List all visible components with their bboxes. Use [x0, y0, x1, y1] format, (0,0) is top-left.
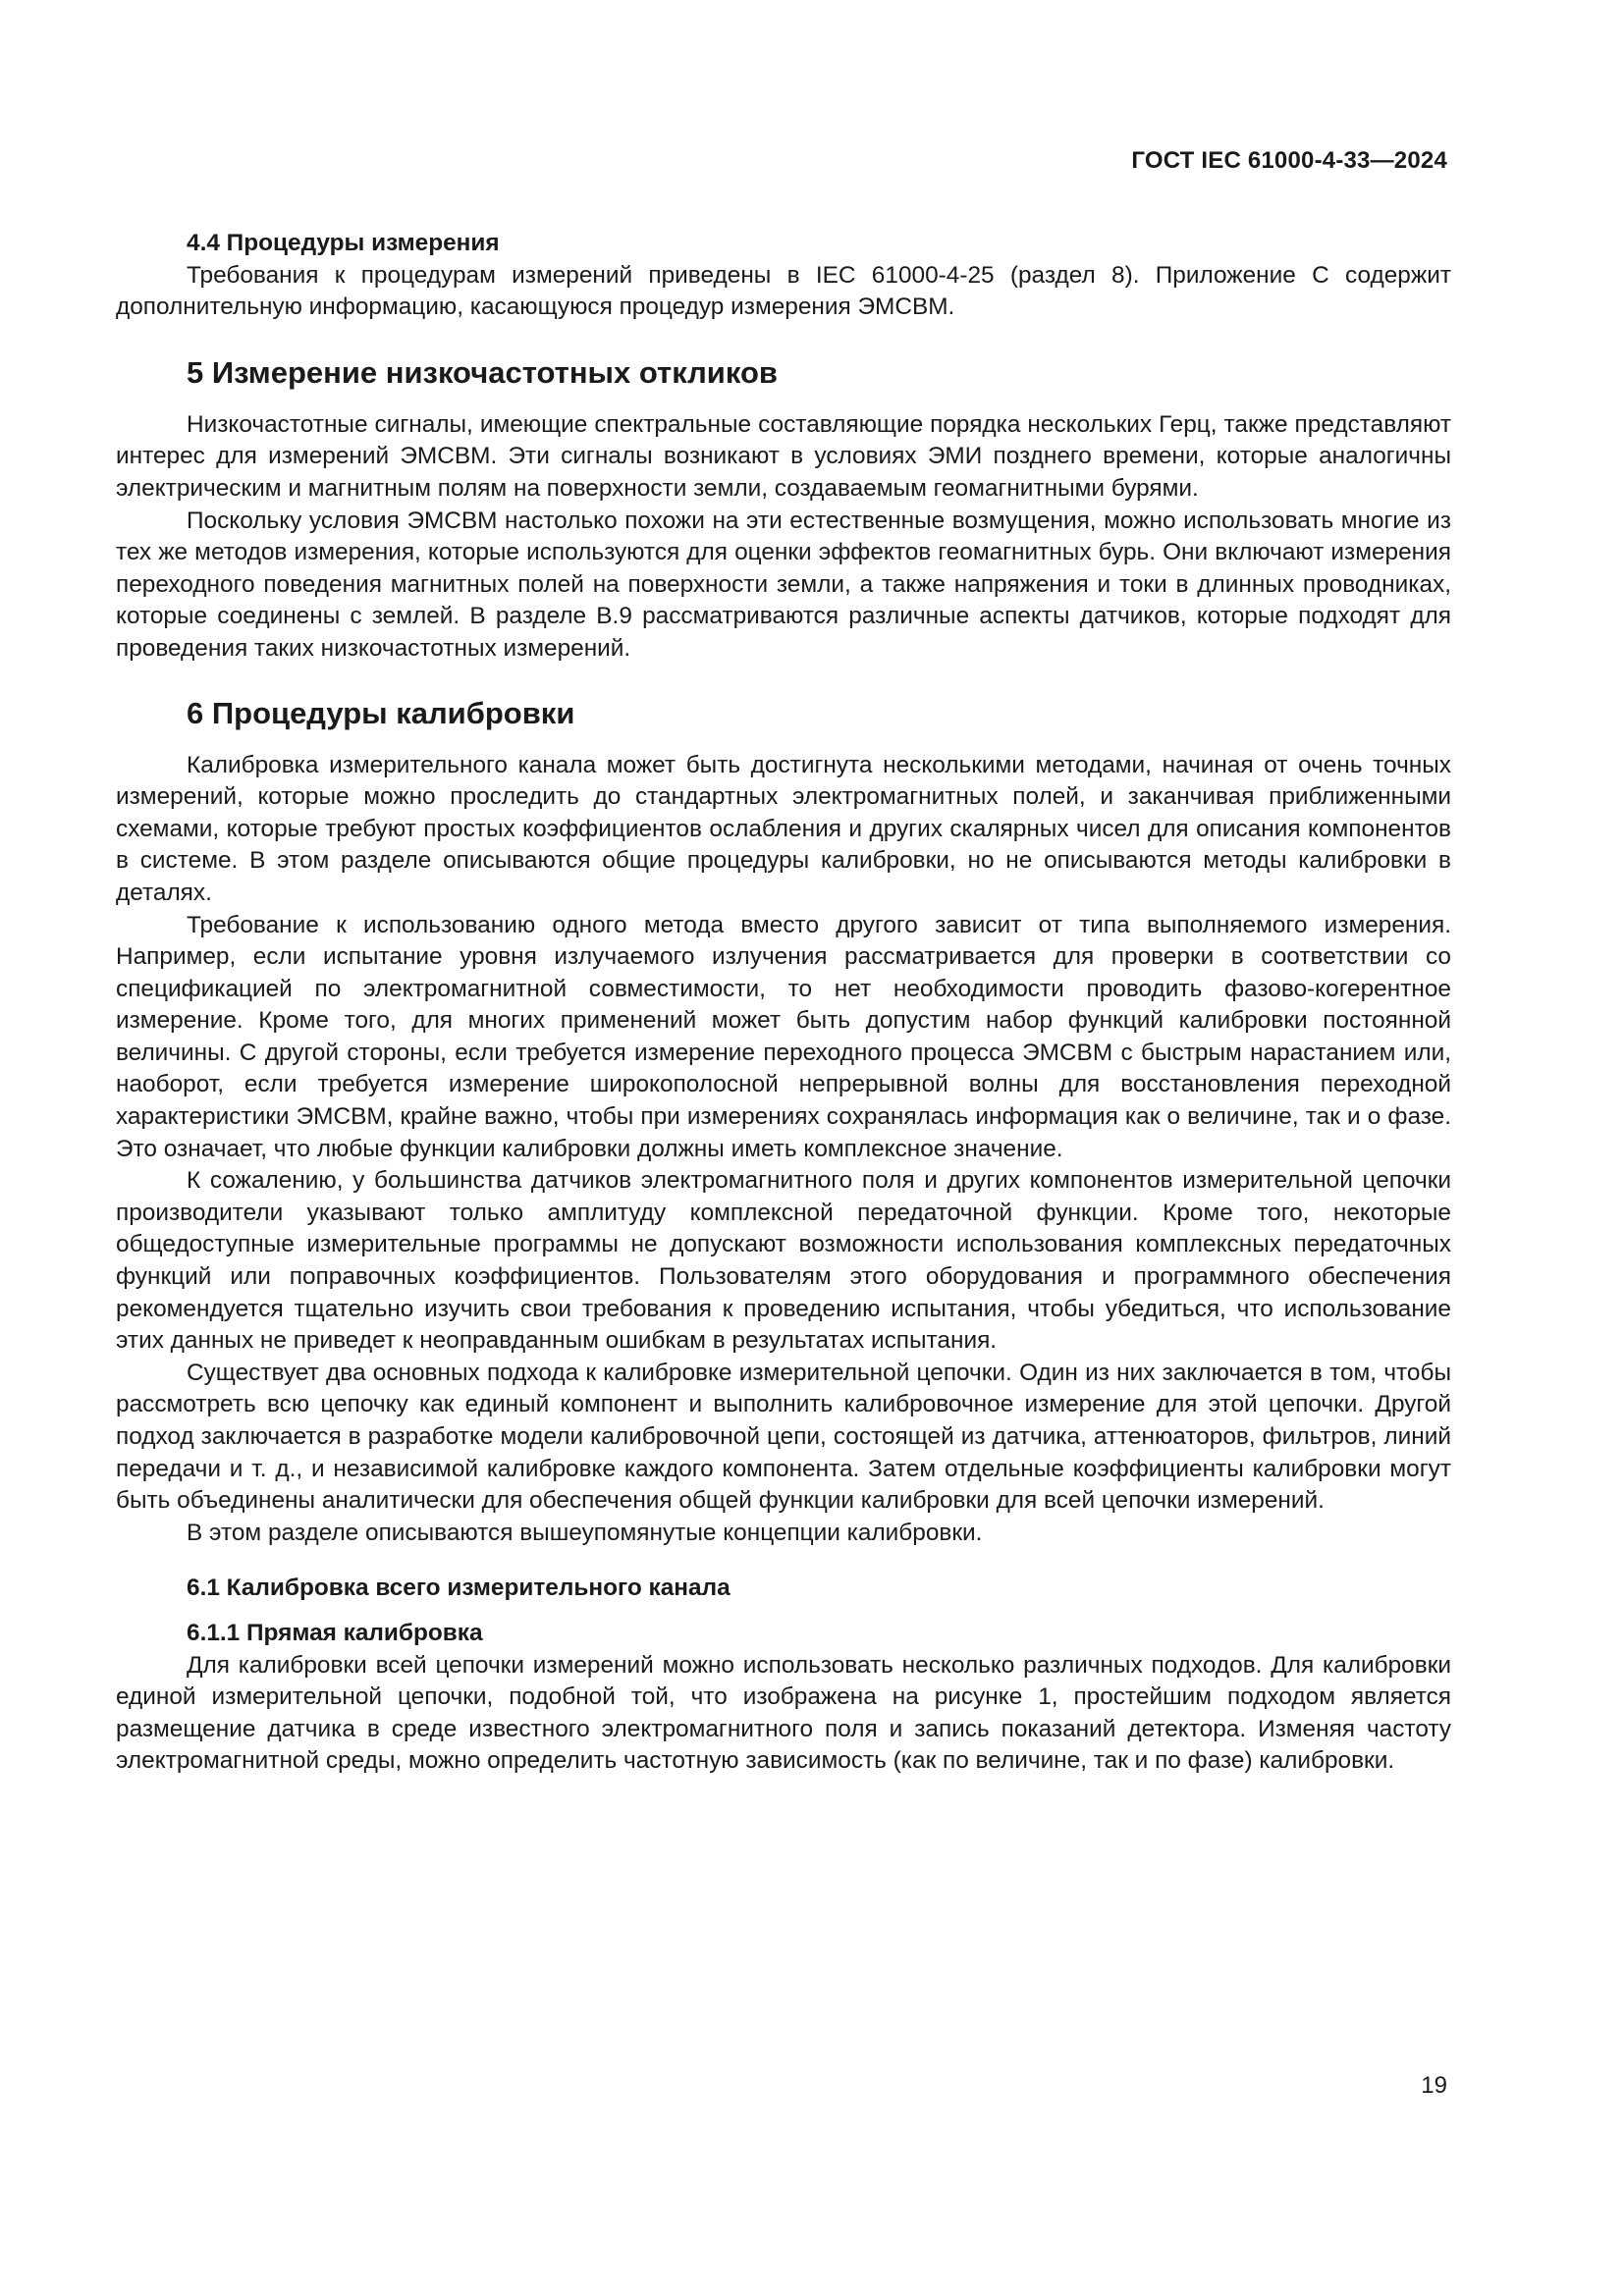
paragraph-5-1: Низкочастотные сигналы, имеющие спектральные составляющие порядка нескольких Герц, также представляют интерес для измерений ЭМСВМ. Эти сигналы возникают в условиях ЭМИ позднего времени, которые аналогичны электрическим и магнитным полям на поверхности земли, создаваемым геомагнитными бурями. [116, 410, 1451, 502]
paragraph-6-1-1-1: Для калибровки всей цепочки измерений можно использовать несколько различных подходов. Для калибровки единой измерительной цепочки, подобной той, что изображена на рисунке 1, простейшим подходом является размещение датчика в среде известного электромагнитного поля и запись показаний детектора. Изменяя частоту электромагнитной среды, можно определить частотную зависимость (как по величине, так и по фазе) калибровки. [116, 1651, 1451, 1775]
paragraph-5-2: Поскольку условия ЭМСВМ настолько похожи на эти естественные возмущения, можно использовать многие из тех же методов измерения, которые используются для оценки эффектов геомагнитных бурь. Они включают измерения переходного поведения магнитных полей на поверхности земли, а также напряжения и токи в длинных проводниках, которые соединены с землей. В разделе В.9 рассматриваются различные аспекты датчиков, которые подходят для проведения таких низкочастотных измерений. [116, 507, 1451, 662]
document-code-header: ГОСТ IEC 61000-4-33—2024 [1131, 147, 1447, 174]
subsection-heading-4-4: 4.4 Процедуры измерения [187, 230, 500, 256]
paragraph-6-5: В этом разделе описываются вышеупомянутые концепции калибровки. [187, 1519, 983, 1546]
page-number: 19 [1421, 2072, 1447, 2099]
section-heading-6: 6 Процедуры калибровки [187, 695, 575, 730]
page-content [116, 228, 1451, 1778]
paragraph-6-2: Требование к использованию одного метода вместо другого зависит от типа выполняемого измерения. Например, если испытание уровня излучаемого излучения рассматривается для проверки в соответствии со спецификацией по электромагнитной совместимости, то нет необходимости проводить фазово-когерентное измерение. Кроме того, для многих применений может быть допустим набор функций калибровки постоянной величины. С другой стороны, если требуется измерение переходного процесса ЭМСВМ с быстрым нарастанием или, наоборот, если требуется измерение широкополосной непрерывной волны для восстановления переходной характеристики ЭМСВМ, крайне важно, чтобы при измерениях сохранялась информация как о величине, так и о фазе. Это означает, что любые функции калибровки должны иметь комплексное значение. [116, 911, 1451, 1162]
paragraph-6-3: К сожалению, у большинства датчиков электромагнитного поля и других компонентов измерительной цепочки производители указывают только амплитуду комплексной передаточной функции. Кроме того, некоторые общедоступные измерительные программы не допускают возможности использования комплексных передаточных функций или поправочных коэффициентов. Пользователям этого оборудования и программного обеспечения рекомендуется тщательно изучить свои требования к проведению испытания, чтобы убедиться, что использование этих данных не приведет к неоправданным ошибкам в результатах испытания. [116, 1167, 1451, 1355]
section-heading-5: 5 Измерение низкочастотных откликов [187, 354, 778, 390]
paragraph-6-1: Калибровка измерительного канала может быть достигнута несколькими методами, начиная от очень точных измерений, которые можно проследить до стандартных электромагнитных полей, и заканчивая приближенными схемами, которые требуют простых коэффициентов ослабления и других скалярных чисел для описания компонентов в системе. В этом разделе описываются общие процедуры калибровки, но не описываются методы калибровки в деталях. [116, 751, 1451, 906]
paragraph-4-4-1: Требования к процедурам измерений приведены в IEC 61000-4-25 (раздел 8). Приложение С содержит дополнительную информацию, касающуюся процедур измерения ЭМСВМ. [116, 261, 1451, 321]
paragraph-6-4: Существует два основных подхода к калибровке измерительной цепочки. Один из них заключается в том, чтобы рассмотреть всю цепочку как единый компонент и выполнить калибровочное измерение для этой цепочки. Другой подход заключается в разработке модели калибровочной цепи, состоящей из датчика, аттенюаторов, фильтров, линий передачи и т. д., и независимой калибровке каждого компонента. Затем отдельные коэффициенты калибровки могут быть объединены аналитически для обеспечения общей функции калибровки для всей цепочки измерений. [116, 1359, 1451, 1515]
subsection-heading-6-1: 6.1 Калибровка всего измерительного канала [187, 1575, 731, 1602]
subsection-heading-6-1-1: 6.1.1 Прямая калибровка [187, 1619, 483, 1646]
